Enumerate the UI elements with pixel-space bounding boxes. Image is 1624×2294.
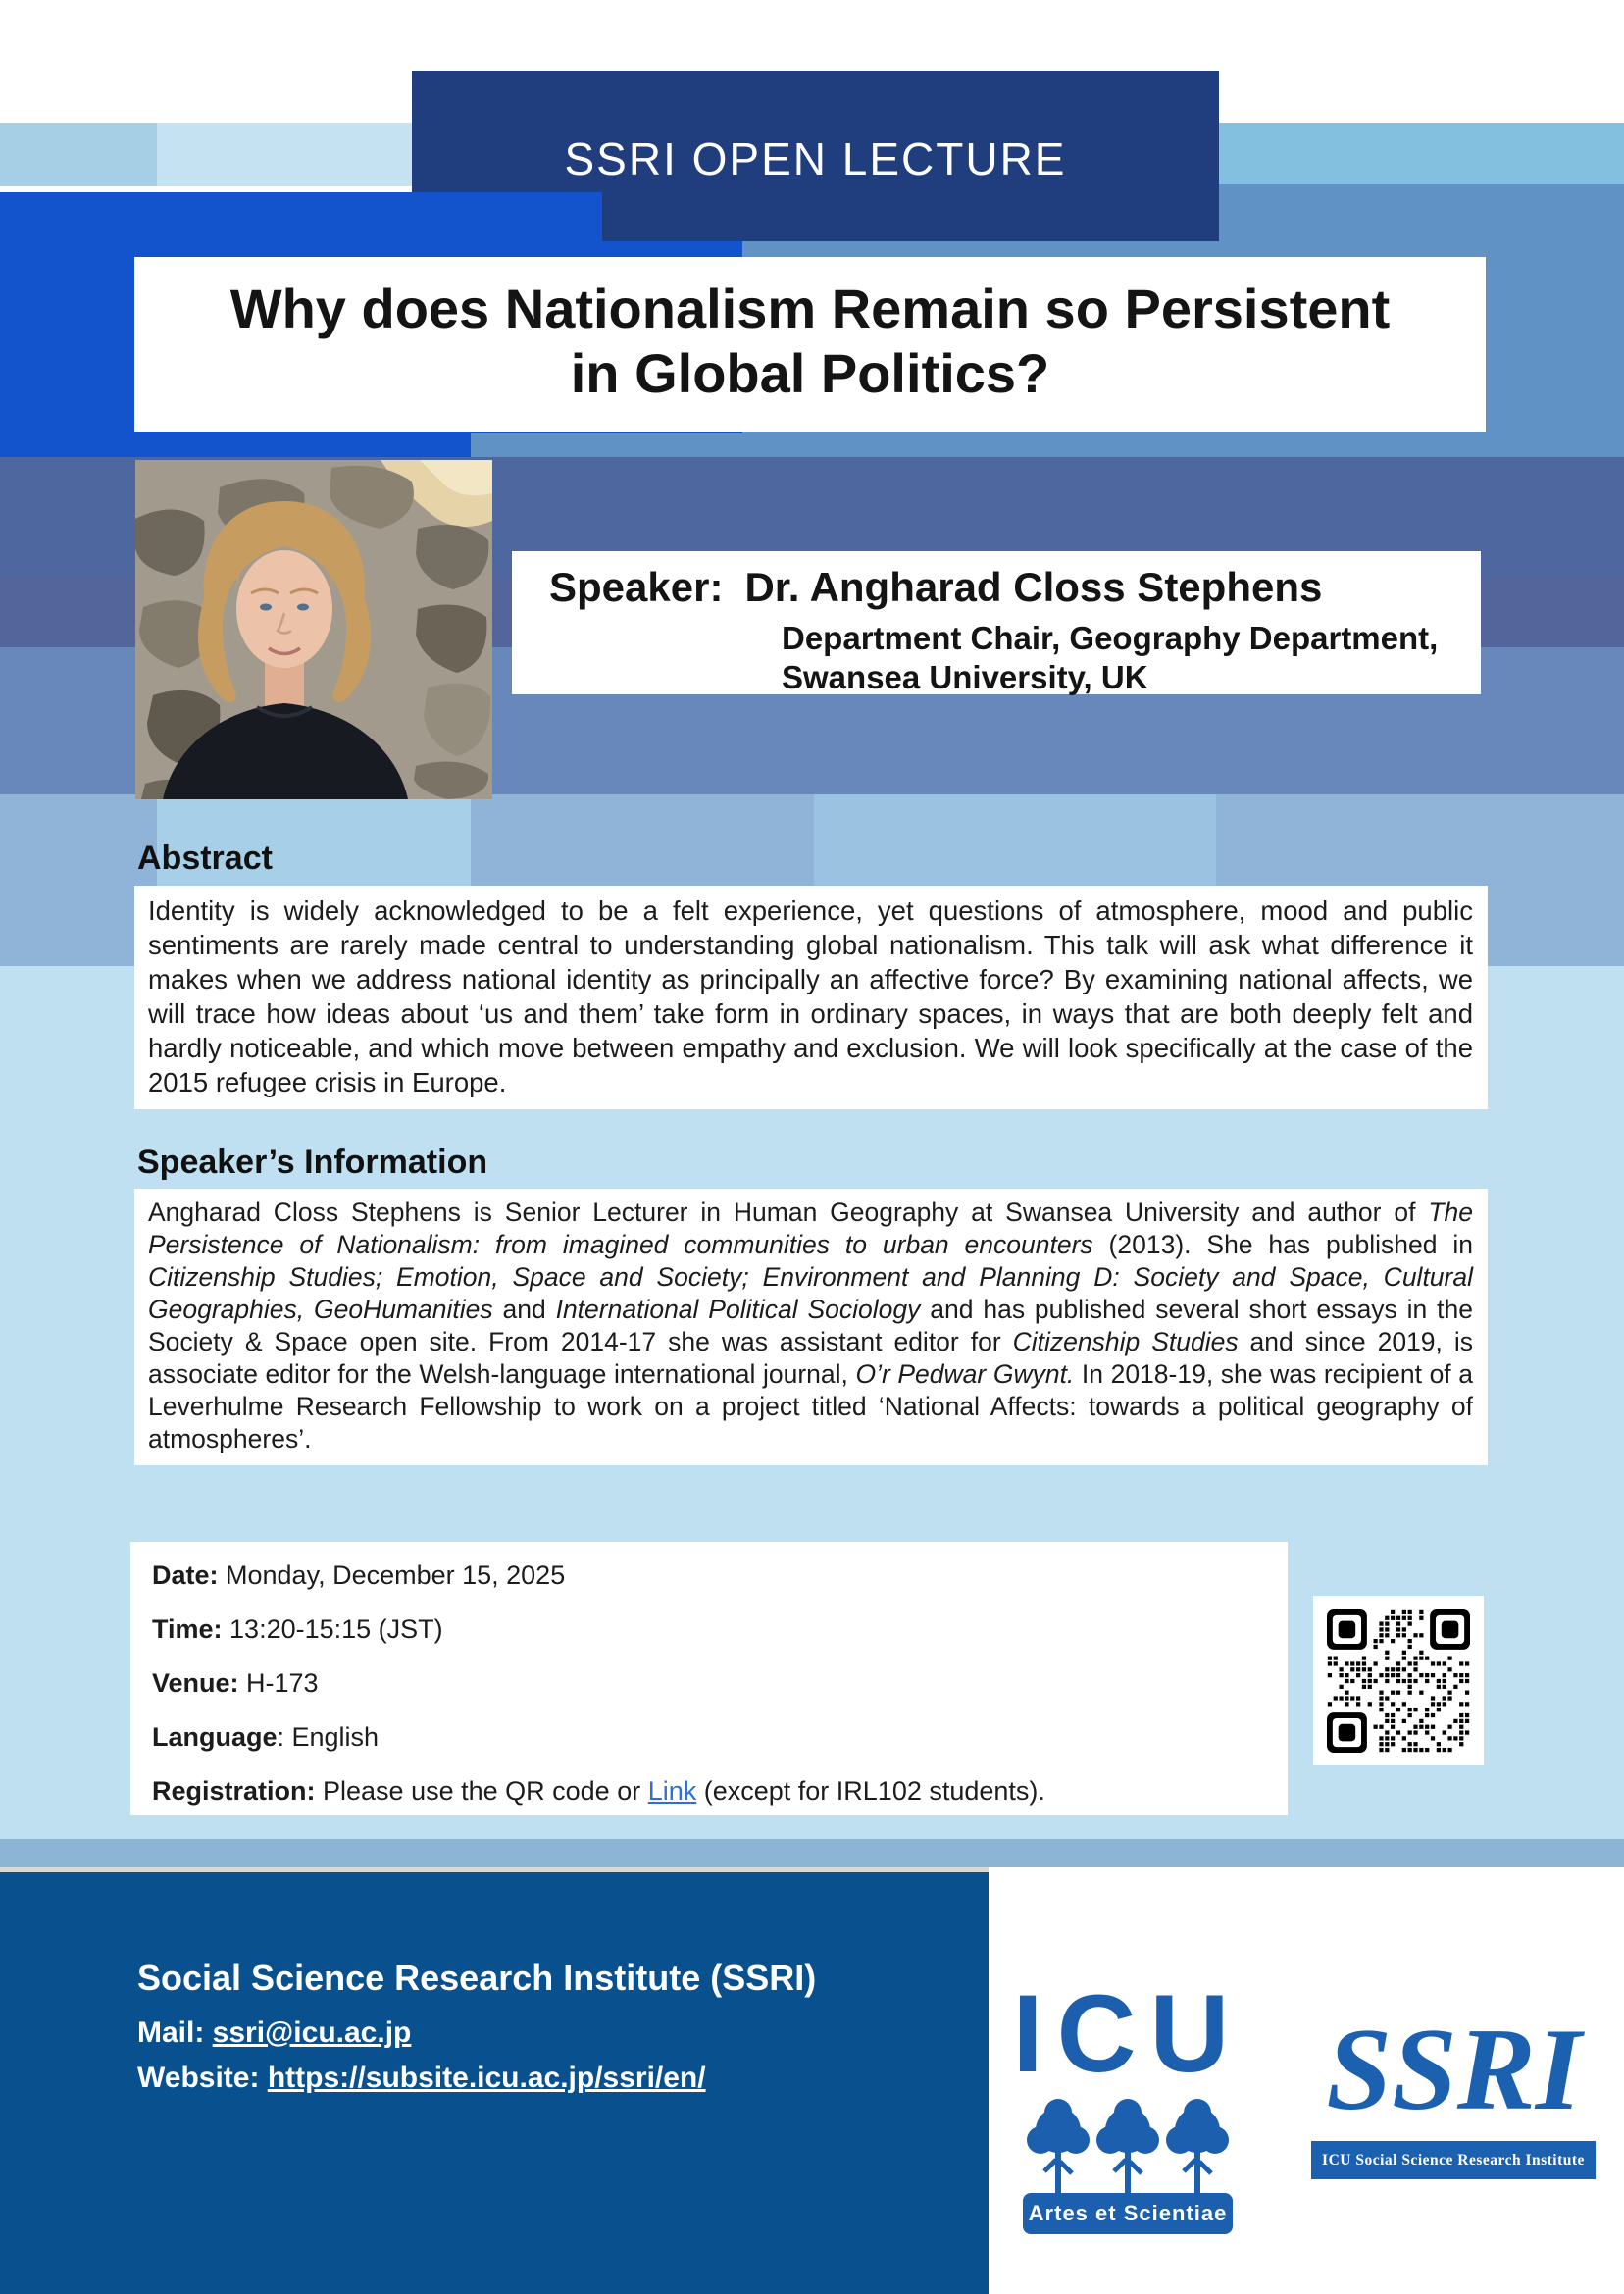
ssri-logo-text: SSRI — [1326, 2004, 1582, 2134]
qr-code — [1327, 1609, 1470, 1753]
info-row-language — [152, 1721, 1268, 1753]
ssri-logo — [1304, 2001, 1599, 2182]
ssri-tagline: ICU Social Science Research Institute — [1311, 2141, 1596, 2179]
bg-bright-blue-a — [0, 192, 602, 241]
registration-link[interactable]: Link — [647, 1776, 697, 1806]
info-row-venue — [152, 1667, 1268, 1699]
abstract-heading: Abstract — [137, 840, 273, 877]
speaker-affiliation: Swansea University, UK — [782, 659, 1148, 695]
footer-mail-line: Mail: ssri@icu.ac.jp — [137, 2016, 412, 2049]
bg-bright-blue-c — [0, 433, 471, 457]
icu-trees-icon — [1023, 2091, 1233, 2193]
bg-band-sky-left — [0, 123, 157, 186]
icu-logo-text: ICU — [1012, 1972, 1243, 2095]
mail-link[interactable]: ssri@icu.ac.jp — [212, 2016, 412, 2049]
info-row-registration: Registration: Please use the QR code or Link (except for IRL102 students). — [152, 1776, 1045, 1806]
bg-band-prefooter — [0, 1839, 1624, 1867]
registration-label: Registration: — [152, 1776, 316, 1806]
language-label: Language — [152, 1722, 278, 1752]
date-value: Monday, December 15, 2025 — [218, 1560, 566, 1590]
speaker-heading — [549, 564, 1322, 611]
info-row-time — [152, 1613, 1268, 1645]
language-value: : English — [277, 1722, 380, 1752]
date-label: Date: — [152, 1560, 219, 1590]
banner-title: SSRI OPEN LECTURE — [564, 133, 1067, 184]
speaker-role: Department Chair, Geography Department, — [782, 620, 1439, 656]
icu-motto: Artes et Scientiae — [1023, 2193, 1233, 2234]
qr-box — [1313, 1596, 1484, 1765]
event-info-box — [130, 1542, 1288, 1815]
speaker-info-heading: Speaker’s Information — [137, 1144, 488, 1181]
time-label: Time: — [152, 1614, 223, 1644]
abstract-body: Identity is widely acknowledged to be a felt experience, yet questions of atmosphere, mood and public sentiments are rarely made central to understanding global nationalism. This talk will ask what difference it makes when we address national identity as principally an affective force? By examining national affects, we will trace how ideas about ‘us and them’ take form in ordinary spaces, in ways that are both deeply felt and hardly noticeable, and which move between empathy and exclusion. We will look specifically at the case of the 2015 refugee crisis in Europe. — [134, 886, 1488, 1109]
time-value: 13:20-15:15 (JST) — [222, 1614, 443, 1644]
speaker-info-body: Angharad Closs Stephens is Senior Lecturer in Human Geography at Swansea University and author of The Persistence of Nationalism: from imagined communities to urban encounters (2013). She has published in Citizenship Studies; Emotion, Space and Society; Environment and Planning D: Society and Space, Cultural Geographies, GeoHumanities and International Political Sociology and has published several short essays in the Society & Space open site. From 2014-17 she was assistant editor for Citizenship Studies and since 2019, is associate editor for the Welsh-language international journal, O’r Pedwar Gwynt. In 2018-19, she was recipient of a Leverhulme Research Fellowship to work on a project titled ‘National Affects: towards a political geography of atmospheres’. — [134, 1189, 1488, 1465]
footer-website-line: Website: https://subsite.icu.ac.jp/ssri/en/ — [137, 2062, 706, 2094]
page-title — [134, 277, 1486, 406]
speaker-label: Speaker: — [549, 564, 724, 610]
bg-band-sky-right — [1216, 123, 1624, 186]
info-row-date — [152, 1559, 1268, 1591]
icu-logo — [1010, 1972, 1245, 2238]
bg-band-sky-mid — [157, 123, 412, 186]
page-title-line2: in Global Politics? — [570, 342, 1050, 404]
footer-title: Social Science Research Institute (SSRI) — [137, 1958, 817, 1998]
venue-value: H-173 — [238, 1668, 319, 1698]
venue-label: Venue: — [152, 1668, 239, 1698]
website-link[interactable]: https://subsite.icu.ac.jp/ssri/en/ — [267, 2062, 706, 2094]
speaker-photo — [135, 460, 492, 799]
speaker-name: Dr. Angharad Closs Stephens — [744, 564, 1323, 610]
page-title-line1: Why does Nationalism Remain so Persistent — [229, 278, 1391, 339]
